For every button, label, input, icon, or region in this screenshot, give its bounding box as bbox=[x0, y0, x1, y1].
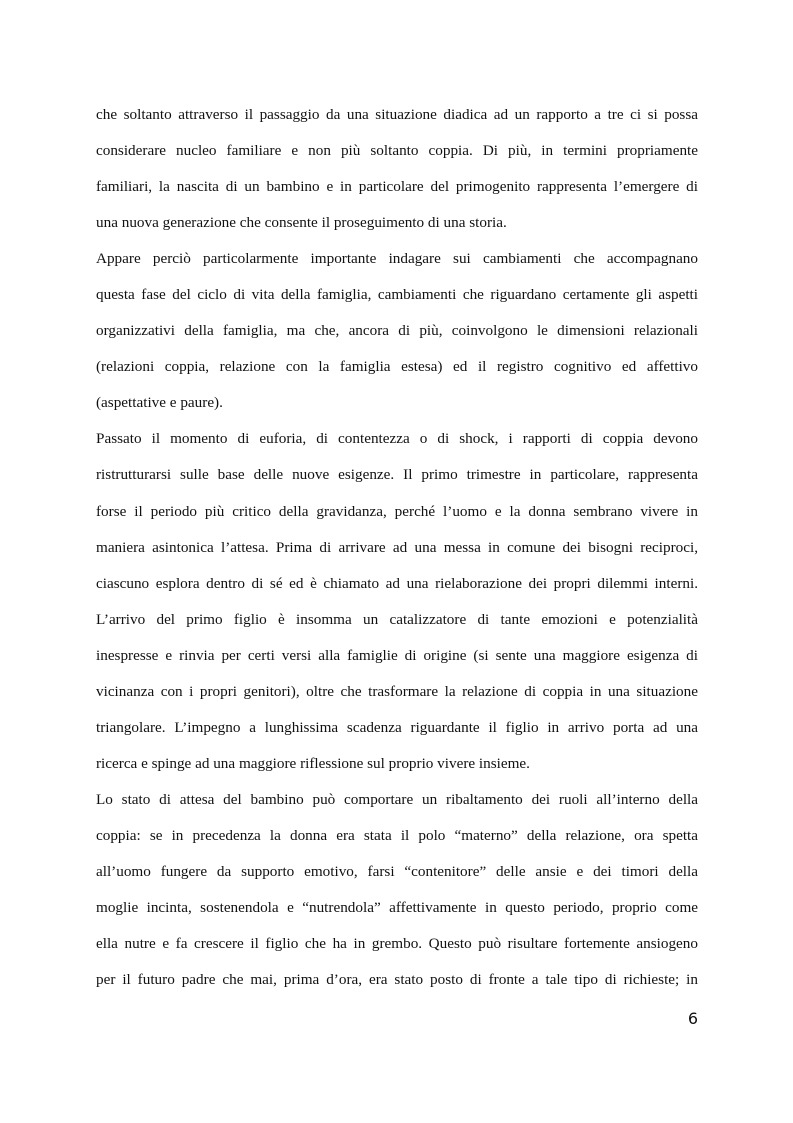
text-line: Passato il momento di euforia, di contentezza o di shock, i rapporti di coppia devono bbox=[96, 430, 698, 448]
text-line: maniera asintonica l’attesa. Prima di arrivare ad una messa in comune dei bisogni reciproci, bbox=[96, 538, 698, 556]
text-line: vicinanza con i propri genitori), oltre che trasformare la relazione di coppia in una situazione bbox=[96, 682, 698, 700]
text-line: per il futuro padre che mai, prima d’ora, era stato posto di fronte a tale tipo di richieste; in bbox=[96, 971, 698, 989]
text-line: moglie incinta, sostenendola e “nutrendola” affettivamente in questo periodo, proprio come bbox=[96, 899, 698, 917]
text-line: ella nutre e fa crescere il figlio che ha in grembo. Questo può risultare fortemente ansiogeno bbox=[96, 935, 698, 953]
body-text bbox=[96, 97, 698, 998]
text-line: ristrutturarsi sulle base delle nuove esigenze. Il primo trimestre in particolare, rappresenta bbox=[96, 466, 698, 484]
text-line: organizzativi della famiglia, ma che, ancora di più, coinvolgono le dimensioni relazionali bbox=[96, 322, 698, 340]
text-line: questa fase del ciclo di vita della famiglia, cambiamenti che riguardano certamente gli aspetti bbox=[96, 286, 698, 304]
text-line: coppia: se in precedenza la donna era stata il polo “materno” della relazione, ora spetta bbox=[96, 826, 698, 844]
text-line: Lo stato di attesa del bambino può comportare un ribaltamento dei ruoli all’interno della bbox=[96, 790, 698, 808]
text-line: (relazioni coppia, relazione con la famiglia estesa) ed il registro cognitivo ed affettivo bbox=[96, 358, 698, 376]
page-number: 6 bbox=[687, 1009, 698, 1028]
text-line: ciascuno esplora dentro di sé ed è chiamato ad una rielaborazione dei propri dilemmi interni. bbox=[96, 574, 698, 592]
paragraph-1 bbox=[96, 97, 698, 241]
paragraph-2 bbox=[96, 241, 698, 421]
text-line: ricerca e spinge ad una maggiore riflessione sul proprio vivere insieme. bbox=[96, 754, 530, 772]
text-line: considerare nucleo familiare e non più soltanto coppia. Di più, in termini propriamente bbox=[96, 142, 698, 160]
text-line: triangolare. L’impegno a lunghissima scadenza riguardante il figlio in arrivo porta ad una bbox=[96, 718, 698, 736]
text-line: forse il periodo più critico della gravidanza, perché l’uomo e la donna sembrano vivere in bbox=[96, 502, 698, 520]
paragraph-4 bbox=[96, 782, 698, 998]
text-line: (aspettative e paure). bbox=[96, 394, 223, 412]
text-line: familiari, la nascita di un bambino e in particolare del primogenito rappresenta l’emergere di bbox=[96, 178, 698, 196]
paragraph-3 bbox=[96, 421, 698, 781]
text-line: Appare perciò particolarmente importante indagare sui cambiamenti che accompagnano bbox=[96, 250, 698, 268]
text-line: che soltanto attraverso il passaggio da una situazione diadica ad un rapporto a tre ci si possa bbox=[96, 106, 698, 123]
text-line: all’uomo fungere da supporto emotivo, farsi “contenitore” delle ansie e dei timori della bbox=[96, 862, 698, 880]
text-line: L’arrivo del primo figlio è insomma un catalizzatore di tante emozioni e potenzialità bbox=[96, 610, 698, 628]
text-line: una nuova generazione che consente il proseguimento di una storia. bbox=[96, 214, 507, 232]
text-line: inespresse e rinvia per certi versi alla famiglie di origine (si sente una maggiore esigenza di bbox=[96, 646, 698, 664]
